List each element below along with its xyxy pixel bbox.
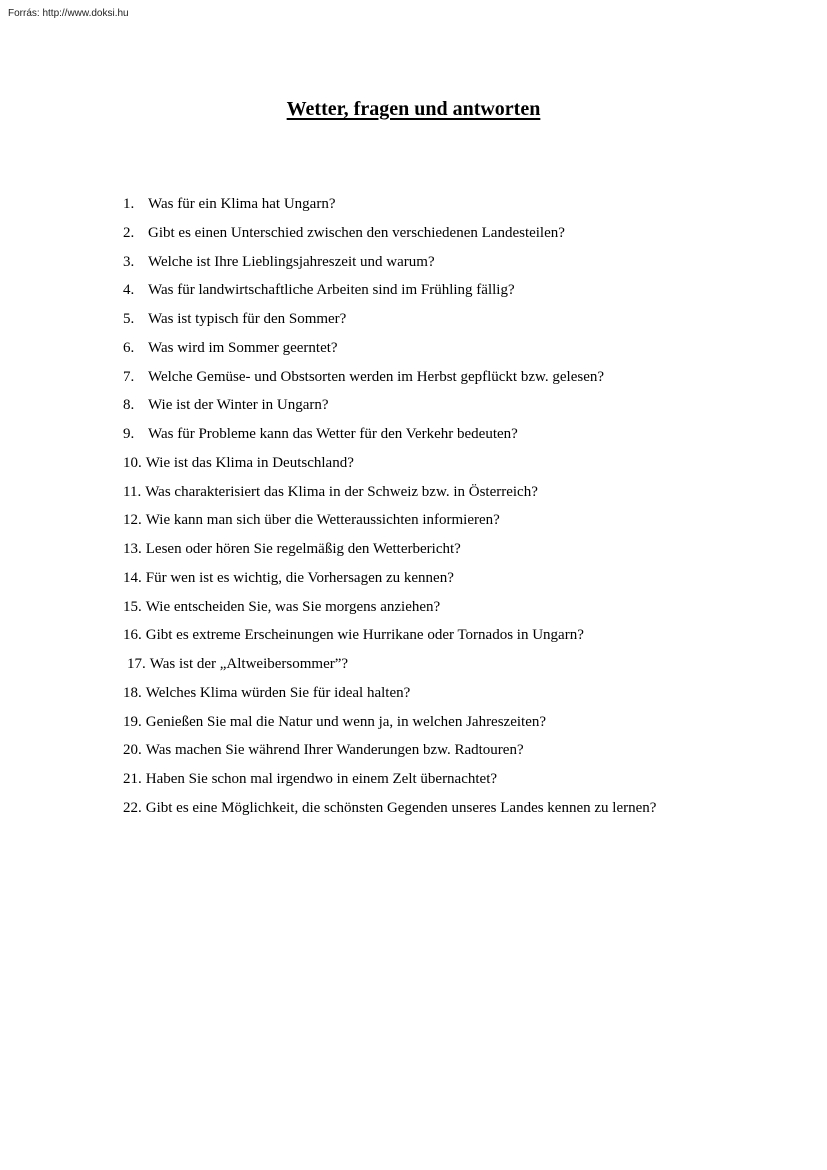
question-text: Welche ist Ihre Lieblingsjahreszeit und warum? [148,253,435,270]
question-text: Welche Gemüse- und Obstsorten werden im Herbst gepflückt bzw. gelesen? [148,368,605,385]
question-number: 16. [123,627,142,644]
question-number: 2. [123,224,135,241]
question-item [123,567,656,596]
question-number: 17. [127,656,146,672]
question-number: 1. [123,196,135,212]
question-number: 5. [123,311,135,327]
question-text: Wie entscheiden Sie, was Sie morgens anziehen? [145,598,441,615]
question-number: 9. [123,426,135,442]
question-text: Gibt es eine Möglichkeit, die schönsten Gegenden unseres Landes kennen zu lernen? [145,799,657,816]
question-item [123,452,656,481]
question-text: Genießen Sie mal die Natur und wenn ja, in welchen Jahreszeiten? [145,713,547,730]
question-text: Was für ein Klima hat Ungarn? [148,196,336,212]
question-number: 15. [123,598,142,615]
question-text: Was machen Sie während Ihrer Wanderungen bzw. Radtouren? [145,742,524,759]
question-number: 21. [123,771,142,787]
question-text: Wie ist das Klima in Deutschland? [145,454,354,471]
question-list [123,193,656,826]
question-number: 11. [123,483,142,500]
question-item [123,366,656,395]
question-text: Was für landwirtschaftliche Arbeiten sind im Frühling fällig? [148,282,515,299]
question-text: Wie kann man sich über die Wetteraussichten informieren? [145,512,500,529]
question-item [123,222,656,251]
question-text: Gibt es einen Unterschied zwischen den verschiedenen Landesteilen? [148,224,565,241]
question-number: 7. [123,368,135,385]
question-item [123,308,656,337]
question-number: 6. [123,339,135,356]
question-number: 3. [123,253,135,270]
question-item [123,653,656,682]
question-item [123,682,656,711]
question-item [123,337,656,366]
question-number: 13. [123,541,142,557]
question-item [123,768,656,797]
question-item [123,538,656,567]
question-text: Gibt es extreme Erscheinungen wie Hurrikane oder Tornados in Ungarn? [145,627,584,644]
page-title: Wetter, fragen und antworten [286,98,541,120]
question-number: 22. [123,799,142,816]
question-item [123,251,656,280]
question-item [123,481,656,510]
question-text: Welches Klima würden Sie für ideal halten? [145,684,411,701]
question-item [123,394,656,423]
source-note: Forrás: http://www.doksi.hu [8,8,129,19]
question-text: Was für Probleme kann das Wetter für den Verkehr bedeuten? [148,426,518,442]
question-number: 14. [123,569,142,586]
question-text: Was ist der „Altweibersommer”? [149,656,349,672]
question-text: Was ist typisch für den Sommer? [148,311,347,327]
question-text: Lesen oder hören Sie regelmäßig den Wetterbericht? [145,541,461,557]
question-number: 20. [123,742,142,759]
question-number: 18. [123,684,142,701]
question-item [123,423,656,452]
question-item [123,624,656,653]
question-number: 19. [123,713,142,730]
question-item [123,509,656,538]
question-item [123,739,656,768]
question-text: Was wird im Sommer geerntet? [148,339,338,356]
question-item [123,596,656,625]
question-text: Was charakterisiert das Klima in der Schweiz bzw. in Österreich? [145,483,538,500]
question-item [123,193,656,222]
question-number: 4. [123,282,135,299]
question-number: 8. [123,397,135,414]
question-text: Für wen ist es wichtig, die Vorhersagen zu kennen? [145,569,454,586]
question-item [123,797,656,826]
question-number: 12. [123,512,142,529]
question-item [123,279,656,308]
question-item [123,711,656,740]
question-number: 10. [123,454,142,471]
question-text: Wie ist der Winter in Ungarn? [148,397,329,414]
question-text: Haben Sie schon mal irgendwo in einem Zelt übernachtet? [145,771,498,787]
